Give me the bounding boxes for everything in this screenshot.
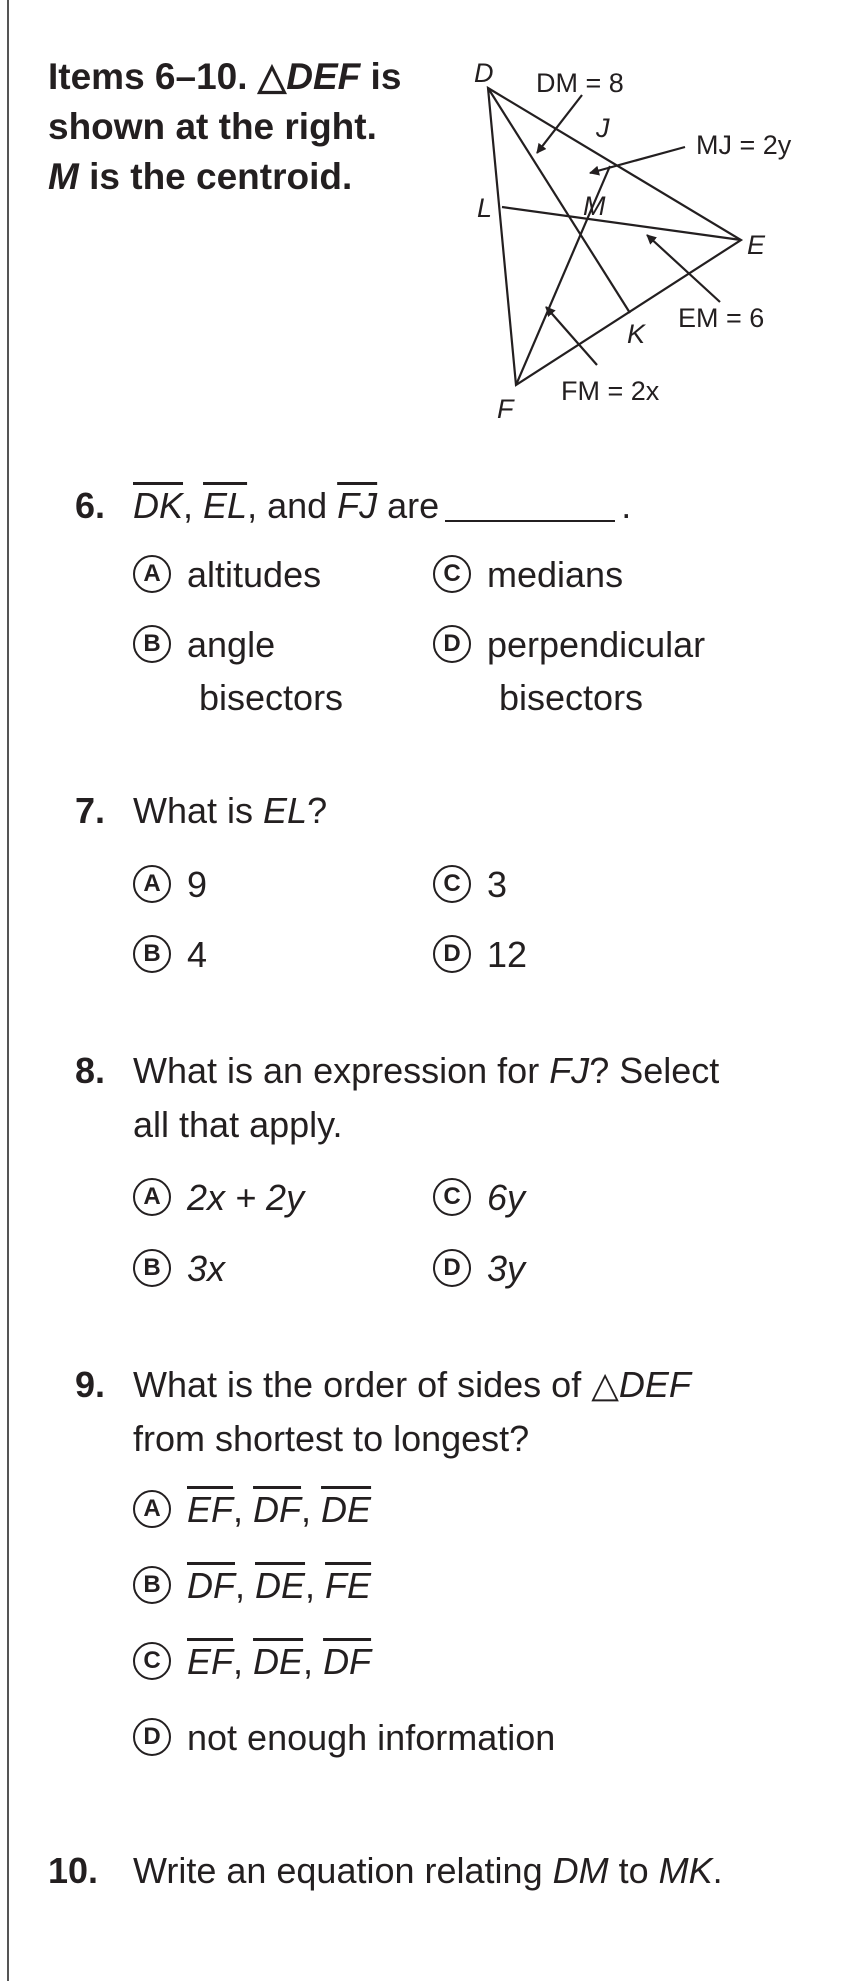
segment-mk: MK xyxy=(658,1850,713,1891)
option-circle[interactable]: B xyxy=(133,935,171,973)
option-text: 3 xyxy=(487,864,508,905)
option-circle[interactable]: C xyxy=(433,1178,471,1216)
intro-line1: Items 6–10. △ xyxy=(48,56,287,97)
arrow-mj xyxy=(590,147,685,173)
option-text: 9 xyxy=(187,864,208,905)
label-d: D xyxy=(474,58,494,88)
option-circle[interactable]: B xyxy=(133,1566,171,1604)
segment-el: $\overline{EL}$ xyxy=(203,485,248,526)
arrow-fm xyxy=(546,307,597,365)
segment: $\overline{DF}$ xyxy=(187,1565,235,1606)
arrow-em xyxy=(647,235,720,302)
option-circle[interactable]: C xyxy=(133,1642,171,1680)
question-number: 10. xyxy=(48,1850,99,1891)
question-number: 9. xyxy=(75,1364,106,1405)
option-circle[interactable]: C xyxy=(433,865,471,903)
segment-dk: $\overline{DK}$ xyxy=(133,485,184,526)
segment: $\overline{DF}$ xyxy=(323,1641,372,1682)
segment: $\overline{EF}$ xyxy=(187,1641,234,1682)
text-and: , and xyxy=(247,485,338,526)
text: Write an equation relating xyxy=(133,1850,553,1891)
option-8b[interactable] xyxy=(133,1243,225,1295)
question-text: $\overline{DK}$, $\overline{EL}$, and $\overline{FJ}$ are . xyxy=(133,485,632,526)
arrow-dm xyxy=(537,95,582,153)
segment: $\overline{FE}$ xyxy=(325,1565,372,1606)
question-number: 6. xyxy=(75,485,106,526)
option-9c[interactable]: C $\overline{EF}$, $\overline{DE}$, $\overline{DF}$ xyxy=(133,1636,371,1688)
question-text xyxy=(133,1848,723,1894)
intro-line1-end: is xyxy=(360,56,402,97)
segment-dm: DM xyxy=(552,1850,609,1891)
text: What is an expression for xyxy=(133,1050,550,1091)
option-circle[interactable]: A xyxy=(133,1490,171,1528)
question-text-line2: all that apply. xyxy=(133,1104,343,1145)
option-circle[interactable]: C xyxy=(433,555,471,593)
option-circle[interactable]: D xyxy=(433,625,471,663)
triangle-name: DEF xyxy=(618,1364,691,1405)
segment-fj: $\overline{FJ}$ xyxy=(337,485,378,526)
option-circle[interactable]: B xyxy=(133,1249,171,1287)
text: What is xyxy=(133,790,264,831)
option-text: angle xyxy=(187,624,276,665)
option-text: 3x xyxy=(187,1248,226,1289)
option-7a[interactable] xyxy=(133,859,207,911)
option-circle[interactable]: D xyxy=(133,1718,171,1756)
segment: $\overline{DE}$ xyxy=(253,1641,304,1682)
option-6d-line2 xyxy=(499,672,643,724)
label-e: E xyxy=(747,230,766,260)
label-fm: FM = 2x xyxy=(561,376,660,406)
segment-el: EL xyxy=(263,790,308,831)
option-text: 4 xyxy=(187,934,208,975)
option-7d[interactable] xyxy=(433,929,527,981)
segment: $\overline{DE}$ xyxy=(255,1565,306,1606)
intro-triangle-name: DEF xyxy=(286,56,361,97)
option-text: 3y xyxy=(487,1248,526,1289)
option-circle[interactable]: A xyxy=(133,1178,171,1216)
option-6b[interactable] xyxy=(133,619,275,671)
option-8a[interactable] xyxy=(133,1172,304,1224)
option-text: altitudes xyxy=(187,554,322,595)
answer-blank xyxy=(445,520,615,522)
option-circle[interactable]: D xyxy=(433,1249,471,1287)
label-f: F xyxy=(497,394,514,424)
question-number: 7. xyxy=(75,790,106,831)
label-j: J xyxy=(596,113,610,143)
option-6b-line2 xyxy=(199,672,343,724)
question-text xyxy=(133,1048,719,1094)
label-dm: DM = 8 xyxy=(536,68,624,98)
question-text xyxy=(133,788,327,834)
median-el xyxy=(502,207,741,240)
segment: $\overline{DE}$ xyxy=(321,1489,372,1530)
text: What is the order of sides of △ xyxy=(133,1364,619,1405)
option-6c[interactable] xyxy=(433,549,623,601)
label-l: L xyxy=(477,193,493,223)
label-m: M xyxy=(583,191,606,221)
option-circle[interactable]: D xyxy=(433,935,471,973)
option-text: medians xyxy=(487,554,624,595)
intro-line2: shown at the right. xyxy=(48,106,377,147)
option-6d[interactable] xyxy=(433,619,705,671)
option-text: 12 xyxy=(487,934,528,975)
option-8c[interactable] xyxy=(433,1172,525,1224)
question-text-line2: from shortest to longest? xyxy=(133,1418,530,1459)
option-text: not enough information xyxy=(187,1717,556,1758)
triangle-diagram xyxy=(0,0,862,440)
text-period: . xyxy=(621,485,632,526)
text-tail: ? Select xyxy=(589,1050,720,1091)
option-9b[interactable]: B $\overline{DF}$, $\overline{DE}$, $\overline{FE}$ xyxy=(133,1560,371,1612)
text-are: are xyxy=(377,485,440,526)
option-6a[interactable] xyxy=(133,549,321,601)
option-text: bisectors xyxy=(499,677,644,718)
option-9d[interactable] xyxy=(133,1712,555,1764)
option-text: 6y xyxy=(487,1177,526,1218)
option-7b[interactable] xyxy=(133,929,207,981)
segment: $\overline{EF}$ xyxy=(187,1489,234,1530)
option-text: bisectors xyxy=(199,677,344,718)
text-to: to xyxy=(608,1850,659,1891)
text-qmark: ? xyxy=(307,790,328,831)
segment-fj: FJ xyxy=(549,1050,590,1091)
segment: $\overline{DF}$ xyxy=(253,1489,302,1530)
label-em: EM = 6 xyxy=(678,303,765,333)
text-period: . xyxy=(712,1850,723,1891)
intro-line3: is the centroid. xyxy=(78,156,353,197)
option-9a[interactable]: A $\overline{EF}$, $\overline{DF}$, $\overline{DE}$ xyxy=(133,1484,371,1536)
question-text xyxy=(133,1362,691,1408)
option-text: 2x + 2y xyxy=(187,1177,305,1218)
option-circle[interactable]: B xyxy=(133,625,171,663)
option-circle[interactable]: A xyxy=(133,555,171,593)
option-text: perpendicular xyxy=(487,624,706,665)
option-7c[interactable] xyxy=(433,859,507,911)
intro-point-m: M xyxy=(48,156,79,197)
label-mj: MJ = 2y xyxy=(696,130,792,160)
option-circle[interactable]: A xyxy=(133,865,171,903)
label-k: K xyxy=(627,319,646,349)
question-number: 8. xyxy=(75,1050,106,1091)
option-8d[interactable] xyxy=(433,1243,525,1295)
